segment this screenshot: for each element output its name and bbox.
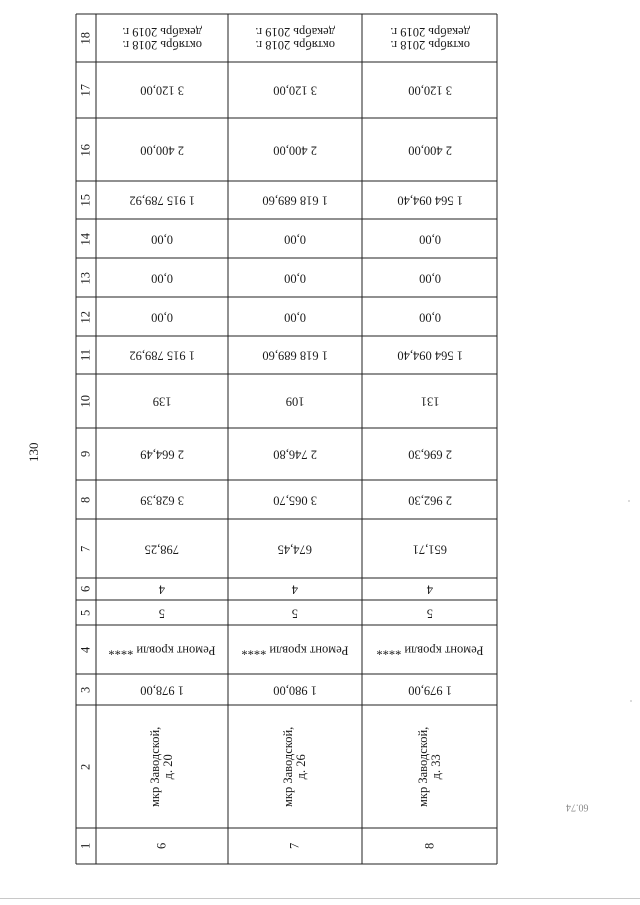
c11-cell: 1 564 094,40 [396, 348, 463, 363]
c11-cell: 1 915 789,92 [129, 348, 195, 363]
num-cell: 6 [154, 842, 169, 849]
c10-cell: 131 [420, 394, 439, 409]
c12-cell: 0,00 [418, 310, 441, 324]
area-cell: 1 978,00 [140, 683, 184, 697]
c14-cell: 0,00 [284, 232, 306, 246]
period-cell-line: октябрь 2018 г. [122, 38, 202, 52]
c17-cell: 3 120,00 [273, 83, 317, 98]
c13-cell: 0,00 [151, 271, 173, 285]
address-cell-line: мкр Заводской, [148, 726, 162, 807]
entrances-cell: 4 [158, 582, 165, 597]
column-number-2: 2 [78, 763, 93, 770]
address-cell [417, 726, 443, 806]
column-number-10: 10 [78, 395, 93, 408]
period-cell [390, 25, 470, 51]
period-cell-line: октябрь 2018 г. [389, 38, 470, 52]
column-number-1: 1 [78, 842, 93, 849]
column-number-8: 8 [78, 496, 93, 503]
column-number-16: 16 [78, 143, 93, 156]
c7-cell: 674,45 [277, 542, 312, 556]
period-cell [122, 25, 202, 51]
column-number-4: 4 [78, 646, 93, 653]
c15-cell: 1 618 689,60 [262, 193, 328, 208]
work-cell: Ремонт кровли **** [375, 643, 483, 657]
area-cell: 1 979,00 [407, 683, 452, 697]
scan-speck [628, 500, 630, 502]
c15-cell: 1 915 789,92 [129, 193, 195, 208]
period-cell [255, 25, 335, 51]
column-number-11: 11 [78, 348, 93, 361]
num-cell: 8 [422, 842, 436, 849]
column-number-13: 13 [78, 271, 93, 284]
address-cell-line: д. 20 [161, 753, 176, 779]
entrances-cell: 4 [426, 582, 433, 597]
column-number-17: 17 [78, 84, 93, 97]
c8-cell: 3 628,39 [140, 493, 184, 507]
c10-cell: 139 [152, 394, 172, 409]
column-number-7: 7 [78, 545, 93, 552]
column-number-9: 9 [78, 450, 93, 457]
address-cell-line: мкр Заводской, [415, 726, 430, 807]
column-number-3: 3 [78, 686, 93, 693]
scan-speck [630, 700, 632, 702]
c14-cell: 0,00 [418, 232, 441, 246]
address-cell [149, 726, 175, 806]
c17-cell: 3 120,00 [140, 83, 184, 98]
c16-cell: 2 400,00 [140, 143, 184, 157]
address-cell-line: д. 26 [294, 753, 309, 779]
c13-cell: 0,00 [284, 271, 306, 285]
column-number-6: 6 [78, 585, 93, 592]
work-cell: Ремонт кровли **** [241, 643, 349, 657]
column-number-18: 18 [78, 32, 93, 45]
page-number: 130 [26, 442, 41, 462]
c9-cell: 2 746,80 [273, 447, 317, 462]
period-cell-line: декабрь 2019 г. [122, 24, 202, 39]
floors-cell: 5 [158, 606, 165, 620]
period-cell-line: декабрь 2019 г. [255, 24, 335, 39]
entrances-cell: 4 [291, 582, 298, 597]
c16-cell: 2 400,00 [407, 143, 452, 157]
stamp-mark: 60.74 [566, 801, 589, 813]
c12-cell: 0,00 [284, 310, 306, 324]
c13-cell: 0,00 [418, 271, 441, 285]
period-cell-line: октябрь 2018 г. [255, 38, 335, 52]
num-cell: 7 [287, 842, 302, 849]
area-cell: 1 980,00 [273, 683, 317, 697]
scan-edge-line [0, 898, 640, 899]
c17-cell: 3 120,00 [407, 83, 452, 98]
c16-cell: 2 400,00 [273, 143, 317, 157]
c9-cell: 2 664,49 [140, 447, 184, 462]
column-number-12: 12 [78, 310, 93, 323]
c15-cell: 1 564 094,40 [396, 193, 463, 208]
c10-cell: 109 [285, 394, 305, 409]
address-cell [282, 726, 308, 806]
c14-cell: 0,00 [151, 232, 173, 246]
c12-cell: 0,00 [151, 310, 173, 324]
c8-cell: 3 065,70 [273, 493, 317, 507]
c11-cell: 1 618 689,60 [262, 348, 328, 363]
floors-cell: 5 [426, 606, 433, 620]
c8-cell: 2 962,30 [407, 493, 452, 507]
work-cell: Ремонт кровли **** [108, 643, 216, 657]
c7-cell: 798,25 [144, 542, 179, 556]
period-cell-line: декабрь 2019 г. [389, 24, 470, 39]
address-cell-line: мкр Заводской, [281, 726, 295, 807]
c7-cell: 651,71 [412, 542, 447, 556]
column-number-15: 15 [78, 194, 93, 207]
column-number-14: 14 [78, 232, 93, 245]
address-cell-line: д. 33 [428, 753, 443, 779]
column-number-5: 5 [78, 609, 93, 616]
c9-cell: 2 696,30 [407, 447, 452, 462]
floors-cell: 5 [291, 606, 298, 620]
